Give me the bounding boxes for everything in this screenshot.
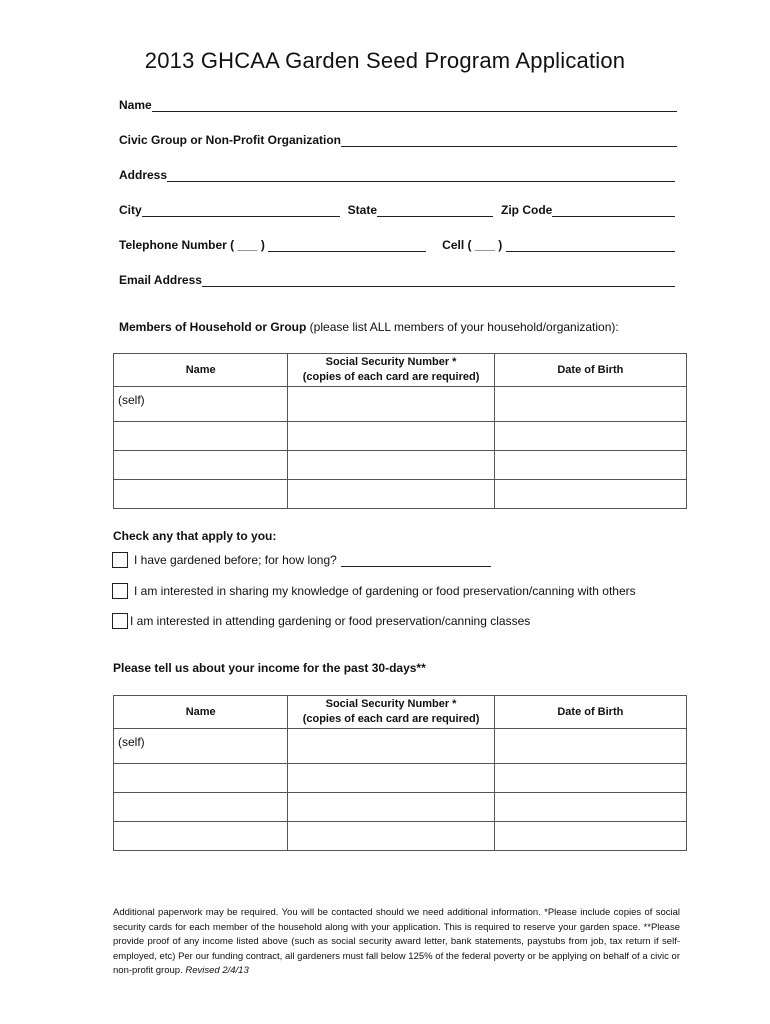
name-cell[interactable]: (self)	[114, 387, 288, 422]
cell-line[interactable]	[506, 239, 675, 252]
name-field[interactable]	[119, 92, 677, 112]
col-header-dob: Date of Birth	[494, 696, 686, 729]
ssn-cell[interactable]	[288, 387, 494, 422]
address-label: Address	[119, 168, 168, 182]
ssn-header-line1: Social Security Number *	[325, 356, 457, 368]
col-header-dob: Date of Birth	[494, 354, 686, 387]
col-header-ssn	[288, 696, 494, 729]
telephone-label: Telephone Number	[119, 238, 227, 252]
members-heading-rest: (please list ALL members of your household/organization):	[306, 320, 619, 334]
table-row	[114, 480, 687, 509]
gardened-duration-line[interactable]	[341, 554, 491, 567]
ssn-header-line2: (copies of each card are required)	[302, 371, 480, 383]
income-heading: Please tell us about your income for the past 30-days**	[113, 661, 426, 675]
zip-line[interactable]	[552, 204, 675, 217]
table-row	[114, 387, 687, 422]
table-row	[114, 822, 687, 851]
name-cell[interactable]	[114, 480, 288, 509]
email-line[interactable]	[202, 274, 675, 287]
telephone-line[interactable]	[268, 239, 426, 252]
ssn-cell[interactable]	[288, 793, 494, 822]
check-row-sharing[interactable]	[112, 583, 636, 599]
members-heading	[119, 320, 619, 334]
zip-label: Zip Code	[501, 203, 553, 217]
address-field[interactable]	[119, 162, 675, 182]
table-header-row	[114, 354, 687, 387]
organization-label: Civic Group or Non-Profit Organization	[119, 133, 341, 147]
organization-line[interactable]	[341, 134, 677, 147]
col-header-name: Name	[114, 696, 288, 729]
email-label: Email Address	[119, 273, 202, 287]
name-cell[interactable]	[114, 422, 288, 451]
state-label: State	[347, 203, 378, 217]
organization-field[interactable]	[119, 127, 677, 147]
dob-cell[interactable]	[494, 822, 686, 851]
footnote	[113, 906, 680, 979]
table-header-row	[114, 696, 687, 729]
name-line[interactable]	[152, 99, 677, 112]
col-header-ssn	[288, 354, 494, 387]
check-label-gardened: I have gardened before; for how long?	[134, 553, 337, 567]
ssn-cell[interactable]	[288, 480, 494, 509]
table-row	[114, 729, 687, 764]
income-table	[113, 695, 687, 851]
col-header-name: Name	[114, 354, 288, 387]
check-label-classes: I am interested in attending gardening or food preservation/canning classes	[130, 614, 531, 628]
checks-heading: Check any that apply to you:	[113, 529, 277, 543]
dob-cell[interactable]	[494, 422, 686, 451]
city-line[interactable]	[142, 204, 340, 217]
ssn-cell[interactable]	[288, 451, 494, 480]
check-row-gardened[interactable]	[112, 552, 491, 568]
name-cell[interactable]	[114, 822, 288, 851]
table-row	[114, 764, 687, 793]
checkbox-sharing[interactable]	[112, 583, 128, 599]
check-label-sharing: I am interested in sharing my knowledge of gardening or food preservation/canning with others	[134, 584, 636, 598]
ssn-cell[interactable]	[288, 422, 494, 451]
name-cell[interactable]	[114, 451, 288, 480]
ssn-cell[interactable]	[288, 822, 494, 851]
dob-cell[interactable]	[494, 480, 686, 509]
ssn-header-line2: (copies of each card are required)	[302, 713, 480, 725]
cell-label: Cell	[442, 238, 465, 252]
members-heading-bold: Members of Household or Group	[119, 320, 307, 334]
checkbox-classes[interactable]	[112, 613, 128, 629]
telephone-area-code[interactable]: ( ___ )	[226, 238, 269, 252]
dob-cell[interactable]	[494, 451, 686, 480]
name-label: Name	[119, 98, 152, 112]
ssn-cell[interactable]	[288, 764, 494, 793]
ssn-header-line1: Social Security Number *	[325, 698, 457, 710]
email-field[interactable]	[119, 267, 675, 287]
page-title: 2013 GHCAA Garden Seed Program Application	[144, 48, 626, 73]
ssn-cell[interactable]	[288, 729, 494, 764]
revised-date: Revised 2/4/13	[185, 965, 249, 976]
city-state-zip-row	[119, 197, 675, 217]
phone-row	[119, 232, 675, 252]
checkbox-gardened[interactable]	[112, 552, 128, 568]
footnote-text: Additional paperwork may be required. You will be contacted should we need additional information. *Please include copies of social security cards for each member of the household along with your application. This is required to reserve your garden space. **Please provide proof of any income listed above (such as social security award letter, bank statements, paystubs from job, tax return if self-employed, etc) Per our funding contract, all gardeners must fall below 125% of the federal poverty or be applying on behalf of a civic or non-profit group.	[113, 907, 680, 976]
table-row	[114, 422, 687, 451]
table-row	[114, 793, 687, 822]
table-row	[114, 451, 687, 480]
name-cell[interactable]	[114, 793, 288, 822]
name-cell[interactable]	[114, 764, 288, 793]
check-row-classes[interactable]	[112, 613, 530, 629]
dob-cell[interactable]	[494, 729, 686, 764]
dob-cell[interactable]	[494, 793, 686, 822]
dob-cell[interactable]	[494, 387, 686, 422]
city-label: City	[119, 203, 142, 217]
members-table	[113, 353, 687, 509]
name-cell[interactable]: (self)	[114, 729, 288, 764]
dob-cell[interactable]	[494, 764, 686, 793]
state-line[interactable]	[377, 204, 493, 217]
cell-area-code[interactable]: ( ___ )	[464, 238, 506, 252]
address-line[interactable]	[167, 169, 675, 182]
